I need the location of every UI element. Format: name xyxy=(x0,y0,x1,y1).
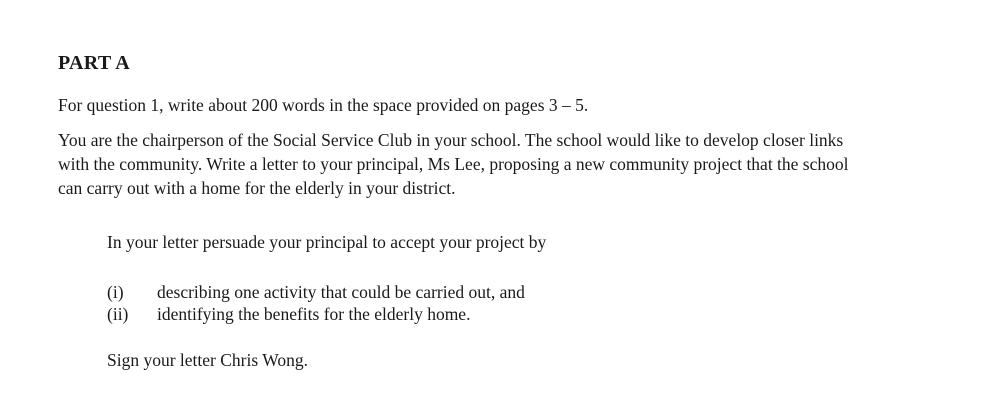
task-line-2: with the community. Write a letter to your principal, Ms Lee, proposing a new community project that the school xyxy=(58,154,849,174)
requirement-marker: (i) xyxy=(107,282,124,302)
requirement-text: describing one activity that could be carried out, and xyxy=(157,282,525,302)
section-heading: PART A xyxy=(58,52,131,74)
signoff-instruction: Sign your letter Chris Wong. xyxy=(107,350,308,370)
requirement-item-2 xyxy=(107,304,470,325)
requirement-item-1 xyxy=(107,282,525,303)
requirement-text: identifying the benefits for the elderly home. xyxy=(157,304,471,324)
task-line-3: can carry out with a home for the elderly in your district. xyxy=(58,178,456,198)
question-instruction: For question 1, write about 200 words in the space provided on pages 3 – 5. xyxy=(58,95,589,115)
requirement-marker: (ii) xyxy=(107,304,129,324)
requirements-intro: In your letter persuade your principal to accept your project by xyxy=(107,232,547,252)
task-line-1: You are the chairperson of the Social Service Club in your school. The school would like to develop closer links xyxy=(58,130,844,150)
